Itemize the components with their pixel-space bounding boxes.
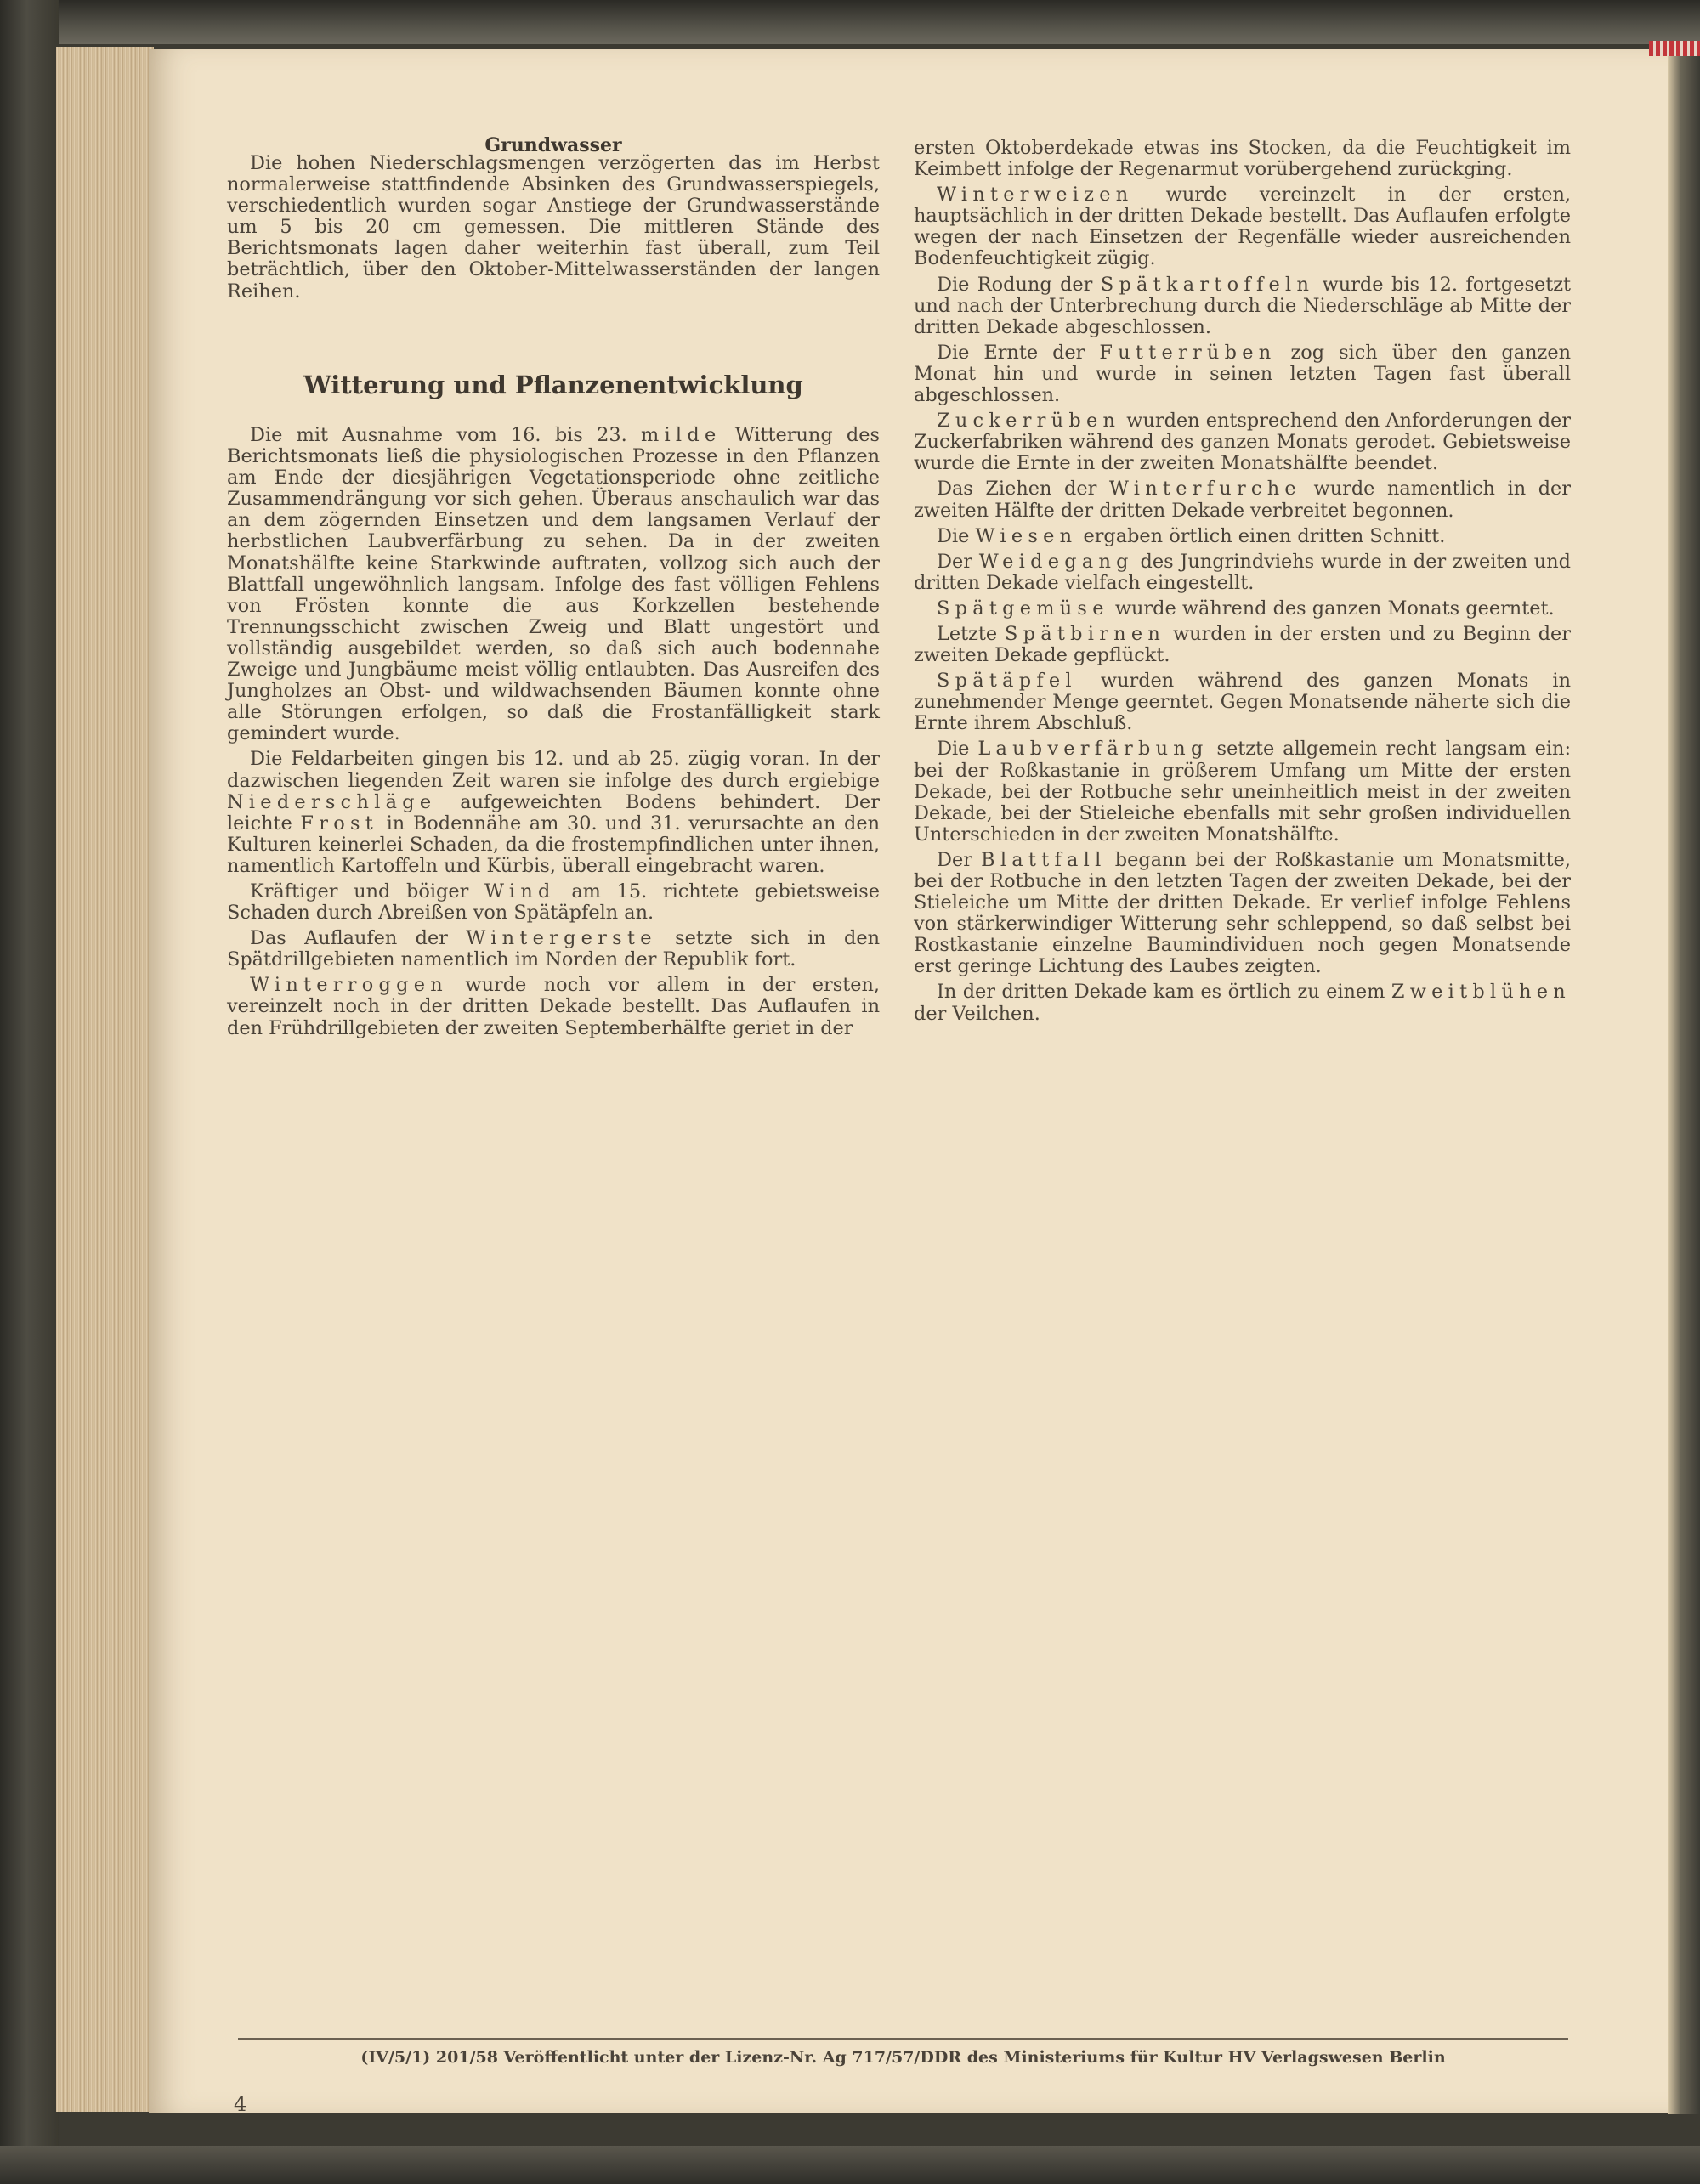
weather-paragraph-4: Das Auflaufen der Wintergerste setzte sich in den Spätdrillgebieten namentlich im Norden der Republik fort. (227, 927, 881, 971)
right-paragraph-1: Winterweizen wurde vereinzelt in der ersten, hauptsächlich in der dritten Dekade bestellt. Das Auflaufen erfolgte wegen der nach Einsetzen der Regenfälle wieder ausreichenden Bodenfeuchtigkeit zügig. (914, 184, 1571, 270)
footer-rule (238, 2038, 1568, 2040)
right-paragraph-8: Spätgemüse wurde während des ganzen Monats geerntet. (937, 597, 1555, 620)
weather-paragraph-3: Kräftiger und böiger Wind am 15. richtete gebietsweise Schaden durch Abreißen von Spätäpfeln an. (227, 880, 880, 925)
right-paragraph-0: ersten Oktoberdekade etwas ins Stocken, da die Feuchtigkeit im Keimbett infolge der Regenarmut vorübergehend zurückging. (914, 137, 1571, 181)
binding-top-edge (0, 0, 1700, 44)
weather-section-left (227, 425, 880, 1044)
right-paragraph-13: In der dritten Dekade kam es örtlich zu einem Zweitblühen der Veilchen. (914, 981, 1571, 1025)
weather-paragraph-5: Winterroggen wurde noch vor allem in der ersten, vereinzelt noch in der dritten Dekade bestellt. Das Auflaufen in den Frühdrillgebieten der zweiten Septemberhälfte geriet in der (227, 974, 880, 1039)
right-paragraph-9: Letzte Spätbirnen wurden in der ersten und zu Beginn der zweiten Dekade gepflückt. (914, 622, 1571, 667)
right-paragraph-10: Spätäpfel wurden während des ganzen Monats in zunehmender Menge geerntet. Gegen Monatsende näherte sich die Ernte ihrem Abschluß. (914, 670, 1571, 735)
imprint-footer: (IV/5/1) 201/58 Veröffentlicht unter der Lizenz-Nr. Ag 717/57/DDR des Ministeriums für Kultur HV Verlagswesen Berlin (360, 2048, 1446, 2067)
stacked-page-edges (56, 47, 154, 2112)
binding-right-edge (1668, 41, 1700, 2114)
binding-bottom-edge (0, 2146, 1700, 2184)
right-paragraph-2: Die Rodung der Spätkartoffeln wurde bis 12. fortgesetzt und nach der Unterbrechung durch die Niederschläge ab Mitte der dritten Dekade abgeschlossen. (914, 273, 1572, 338)
right-paragraph-7: Der Weidegang des Jungrindviehs wurde in der zweiten und dritten Dekade vielfach eingestellt. (914, 550, 1571, 594)
weather-paragraph-1: Die mit Ausnahme vom 16. bis 23. milde Witterung des Berichtsmonats ließ die physiologischen Prozesse in den Pflanzen am Ende der diesjährigen Vegetationsperiode ohne zeitliche Zusammendrängung vor sich gehen. Überaus anschaulich war das an dem zögernden Einsetzen und dem langsamen Verlauf der herbstlichen Laubverfärbung zu sehen. Da in der zweiten Monatshälfte keine Starkwinde auftraten, vollzog sich auch der Blattfall ungewöhnlich langsam. Infolge des fast völligen Fehlens von Frösten konnte die aus Korkzellen bestehende Trennungsschicht zwischen Zweig und Blatt ungestört und vollständig ausgebildet werden, so daß sich auch bodennahe Zweige und Jungbäume meist völlig entlaubten. Das Ausreifen des Jungholzes an Obst- und wildwachsenden Bäumen konnte ohne alle Störungen erfolgen, so daß die Frostanfälligkeit stark gemindert wurde. (227, 424, 880, 745)
groundwater-section (227, 153, 880, 307)
groundwater-paragraph: Die hohen Niederschlagsmengen verzögerten das im Herbst normalerweise stattfindende Absinken des Grundwasserspiegels, verschiedentlich wurden sogar Anstiege der Grundwasserstände um 5 bis 20 cm gemessen. Die mittleren Stände des Berichtsmonats lagen daher weiterhin fast überall, zum Teil beträchtlich, über den Oktober-Mittelwasserständen der langen Reihen. (227, 152, 880, 303)
right-paragraph-11: Die Laubverfärbung setzte allgemein recht langsam ein: bei der Roßkastanie in größerem Umfang um Mitte der ersten Dekade, bei der Rotbuche sehr uneinheitlich meist in der zweiten Dekade, bei der Stieleiche ebenfalls mit sehr großen individuellen Unterschieden in der zweiten Monatshälfte. (914, 738, 1572, 846)
weather-section-right (914, 138, 1571, 1029)
heading-groundwater: Grundwasser (484, 134, 622, 156)
weather-paragraph-2: Die Feldarbeiten gingen bis 12. und ab 25. zügig voran. In der dazwischen liegenden Zeit waren sie infolge des durch ergiebige Niederschläge aufgeweichten Bodens behindert. Der leichte Frost in Bodennähe am 30. und 31. verursachte an den Kulturen keinerlei Schaden, da die frostempfindlichen unter ihnen, namentlich Kartoffeln und Kürbis, überall eingebracht waren. (227, 748, 881, 877)
right-paragraph-4: Zuckerrüben wurden entsprechend den Anforderungen der Zuckerfabriken während des ganzen Monats gerodet. Gebietsweise wurde die Ernte in der zweiten Monatshälfte beendet. (914, 410, 1571, 475)
right-paragraph-12: Der Blattfall begann bei der Roßkastanie um Monatsmitte, bei der Rotbuche in den letzten Tagen der zweiten Dekade, bei der Stieleiche um Mitte der dritten Dekade. Er verlief infolge Fehlens von stärkerwindiger Witterung sehr schleppend, so daß selbst bei Rostkastanie einzelne Baumindividuen noch gegen Monatsende erst geringe Lichtung des Laubes zeigten. (914, 848, 1571, 978)
binding-left-edge (0, 0, 60, 2184)
right-paragraph-3: Die Ernte der Futterrüben zog sich über den ganzen Monat hin und wurde in seinen letzten Tagen fast überall abgeschlossen. (914, 341, 1571, 407)
heading-weather: Witterung und Pflanzenentwicklung (303, 371, 803, 399)
right-paragraph-6: Die Wiesen ergaben örtlich einen dritten Schnitt. (937, 524, 1446, 547)
right-paragraph-5: Das Ziehen der Winterfurche wurde namentlich in der zweiten Hälfte der dritten Dekade verbreitet begonnen. (914, 478, 1571, 522)
red-bookmark-tab (1649, 41, 1700, 56)
page-number: 4 (234, 2092, 247, 2116)
